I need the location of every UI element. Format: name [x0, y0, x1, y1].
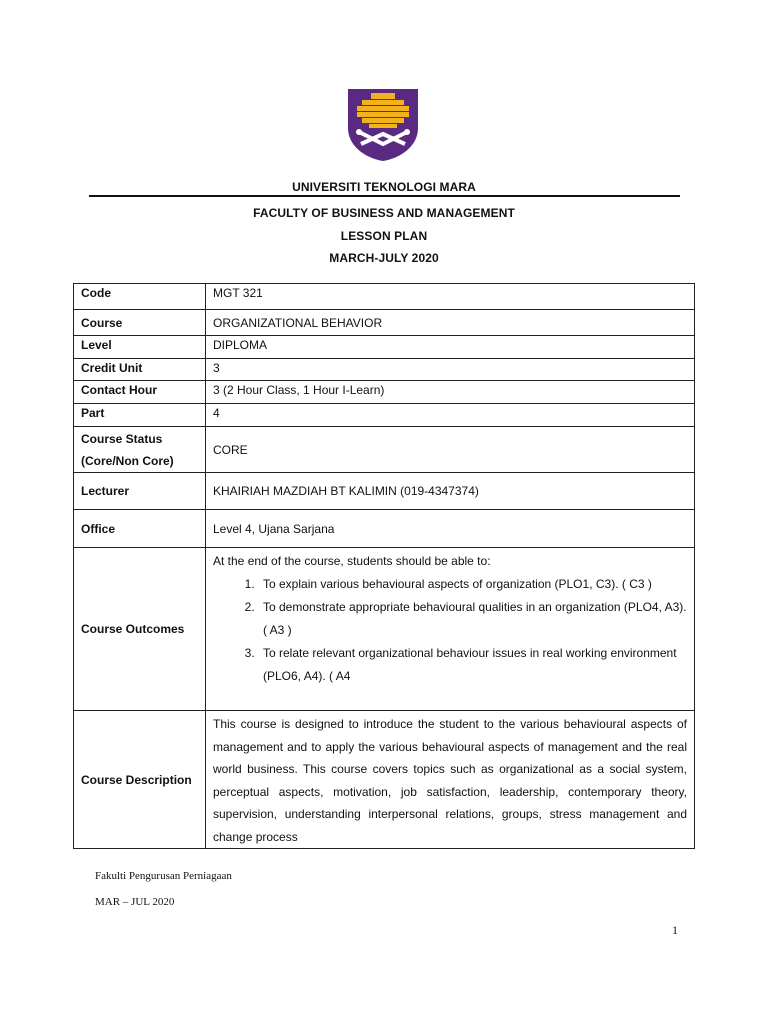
lesson-plan-table — [73, 283, 695, 849]
row-label: Credit Unit — [74, 359, 206, 381]
course-outcomes-intro: At the end of the course, students should be able to: — [213, 554, 491, 568]
course-outcomes-list — [213, 573, 687, 688]
uitm-crest-icon — [347, 88, 419, 162]
table-row — [74, 284, 695, 310]
course-outcomes-label: Course Outcomes — [74, 548, 206, 711]
row-value: ORGANIZATIONAL BEHAVIOR — [206, 310, 695, 336]
list-item: 1. To explain various behavioural aspects of organization (PLO1, C3). ( C3 ) — [258, 573, 687, 596]
university-logo — [347, 88, 419, 162]
lecturer-value: KHAIRIAH MAZDIAH BT KALIMIN (019-4347374) — [206, 473, 695, 510]
table-row — [74, 404, 695, 427]
office-value: Level 4, Ujana Sarjana — [206, 510, 695, 548]
course-outcomes-value — [206, 548, 695, 711]
row-value: MGT 321 — [206, 284, 695, 310]
course-status-label-line2: (Core/Non Core) — [81, 453, 174, 468]
row-label: Code — [74, 284, 206, 310]
document-type: LESSON PLAN — [340, 229, 428, 243]
table-row — [74, 336, 695, 359]
page-number: 1 — [672, 923, 678, 937]
row-value: 3 — [206, 359, 695, 381]
footer-faculty: Fakulti Pengurusan Perniagaan — [95, 870, 232, 882]
row-label: Course — [74, 310, 206, 336]
course-status-label-line1: Course Status — [81, 431, 163, 446]
faculty-name: FACULTY OF BUSINESS AND MANAGEMENT — [253, 206, 515, 220]
footer-semester: MAR – JUL 2020 — [95, 896, 175, 908]
row-label: Part — [74, 404, 206, 427]
lecturer-label: Lecturer — [74, 473, 206, 510]
table-row — [74, 381, 695, 404]
row-value: 3 (2 Hour Class, 1 Hour I-Learn) — [206, 381, 695, 404]
office-label: Office — [74, 510, 206, 548]
row-value: DIPLOMA — [206, 336, 695, 359]
table-row-course-outcomes — [74, 548, 695, 711]
list-item: 3. To relate relevant organizational behaviour issues in real working environment (PLO6, A4). ( A4 — [258, 642, 687, 688]
row-label: Contact Hour — [74, 381, 206, 404]
semester-title: MARCH-JULY 2020 — [329, 251, 439, 265]
table-row-course-status — [74, 427, 695, 473]
course-description-value: This course is designed to introduce the student to the various behavioural aspects of management and to apply the various behavioural aspects of management and the real world business. This course covers topics such as organizational as a social system, perceptual aspects, motivation, job satisfaction, leadership, contemporary theory, supervision, understanding interpersonal relations, groups, stress management and change process — [206, 711, 695, 849]
university-name: UNIVERSITI TEKNOLOGI MARA — [292, 180, 476, 194]
course-description-label: Course Description — [74, 711, 206, 849]
row-value: 4 — [206, 404, 695, 427]
table-row-course-description — [74, 711, 695, 849]
row-label: Level — [74, 336, 206, 359]
table-row — [74, 359, 695, 381]
header-divider — [89, 195, 680, 197]
table-row — [74, 310, 695, 336]
list-item: 2. To demonstrate appropriate behavioural qualities in an organization (PLO4, A3). ( A3 ) — [258, 596, 687, 642]
course-status-value: CORE — [206, 427, 695, 473]
table-row-lecturer — [74, 473, 695, 510]
course-status-label — [74, 427, 206, 473]
table-row-office — [74, 510, 695, 548]
